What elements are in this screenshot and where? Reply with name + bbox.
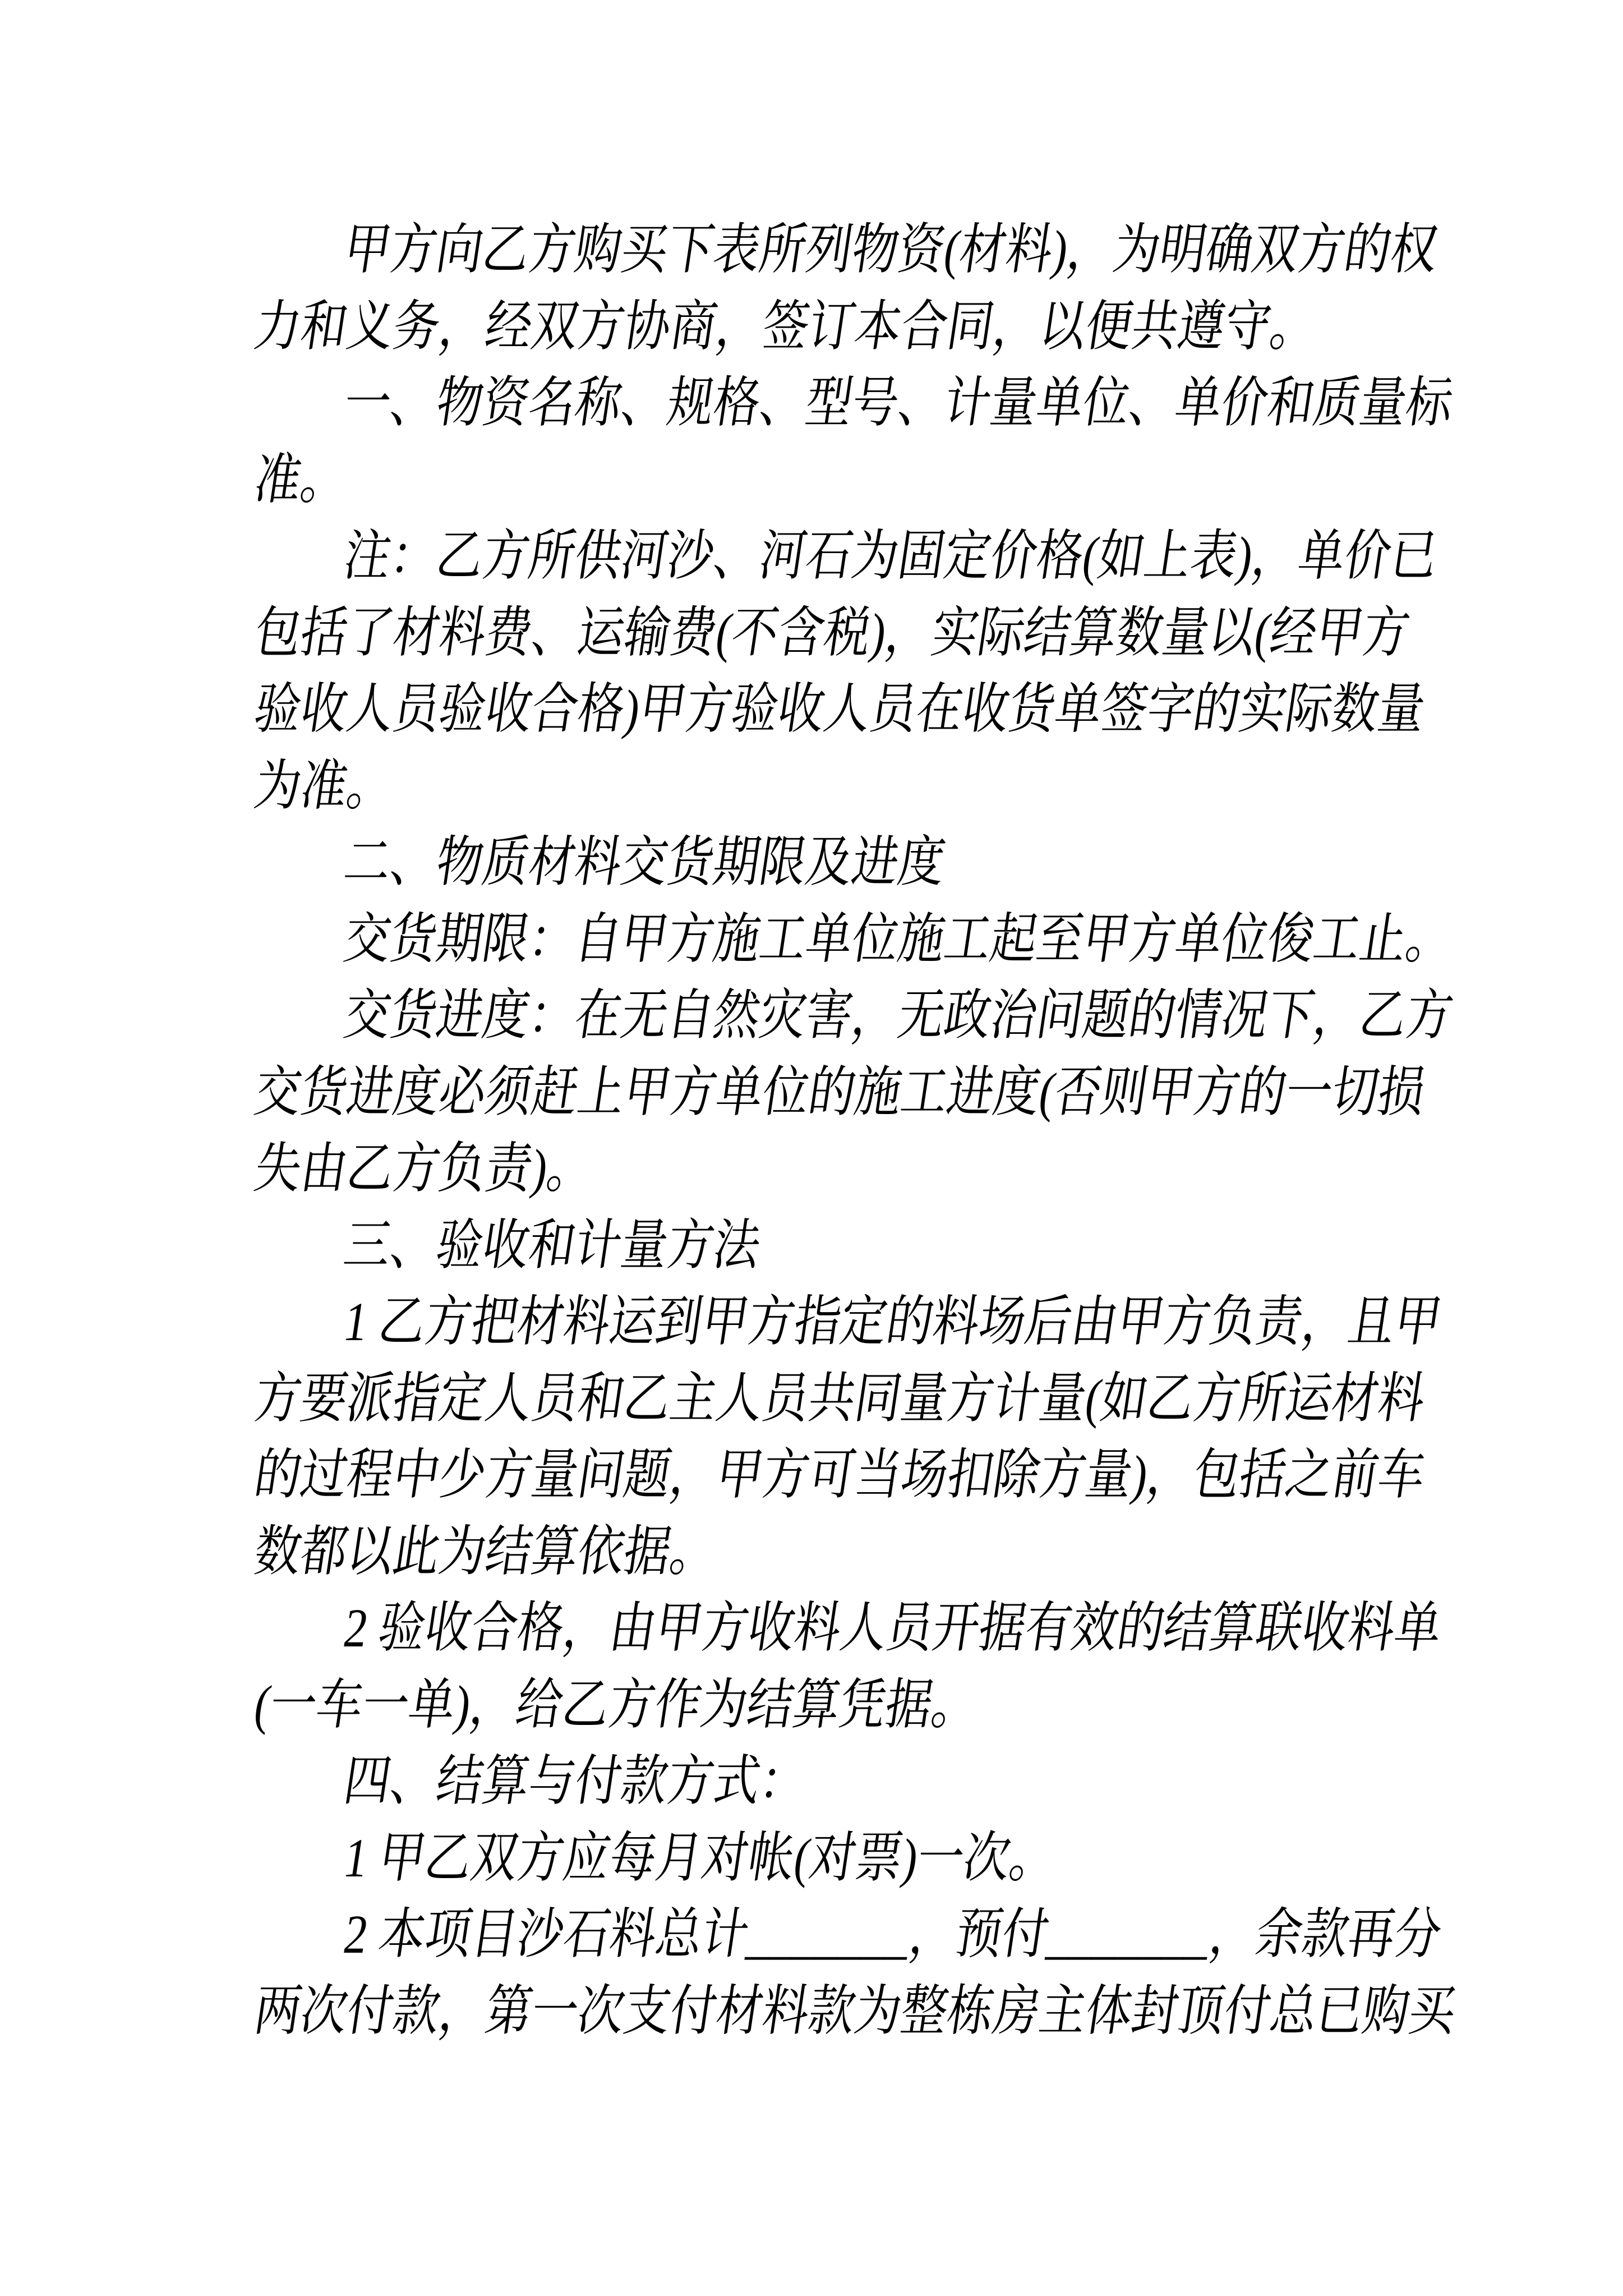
text-line: 数都以此为结算依据。 (250, 1521, 721, 1582)
paragraph-7 (251, 1208, 1501, 1285)
text-line: 二、物质材料交货期限及进度 (340, 832, 949, 893)
text-line: 的过程中少方量问题，甲方可当场扣除方量)，包括之前车 (250, 1445, 1430, 1506)
paragraph-4 (251, 825, 1501, 901)
text-line: 1 甲乙双方应每月对帐(对票)一次。 (340, 1828, 1061, 1889)
paragraph-11 (251, 1820, 1501, 1897)
text-line: 一、物资名称、规格、型号、计量单位、单价和质量标 (340, 373, 1458, 434)
text-line: 验收人员验收合格)甲方验收人员在收货单签字的实际数量 (250, 679, 1430, 740)
text-line: (一车一单)，给乙方作为结算凭据。 (250, 1674, 983, 1736)
text-line: 四、结算与付款方式： (340, 1751, 811, 1812)
text-line: 1 乙方把材料运到甲方指定的料场后由甲方负责，且甲 (340, 1292, 1446, 1352)
paragraph-5 (251, 901, 1501, 978)
paragraph-12 (251, 1897, 1501, 2050)
text-line: 为准。 (250, 756, 398, 817)
text-line: 失由乙方负责)。 (250, 1139, 598, 1199)
text-line: 2 验收合格，由甲方收料人员开据有效的结算联收料单 (340, 1598, 1446, 1659)
paragraph-8 (251, 1284, 1501, 1590)
text-line: 两次付款，第一次支付材料款为整栋房主体封顶付总已购买 (250, 1981, 1460, 2042)
text-line: 甲方向乙方购买下表所列物资(材料)，为明确双方的权 (340, 220, 1442, 280)
text-line: 三、验收和计量方法 (340, 1215, 765, 1276)
text-line: 交货进度：在无自然灾害，无政治问题的情况下，乙方 (340, 986, 1458, 1046)
text-line: 2 本项目沙石料总计_______，预付_______，余款再分 (340, 1904, 1446, 1965)
paragraph-3 (251, 518, 1501, 825)
text-line: 交货进度必须赶上甲方单位的施工进度(否则甲方的一切损 (250, 1062, 1430, 1123)
paragraph-10 (251, 1743, 1501, 1820)
paragraph-6 (251, 978, 1501, 1208)
text-line: 注：乙方所供河沙、河石为固定价格(如上表)，单价已 (340, 526, 1442, 587)
text-line: 交货期限：自甲方施工单位施工起至甲方单位俊工止。 (340, 909, 1458, 970)
text-line: 方要派指定人员和乙主人员共同量方计量(如乙方所运材料 (250, 1368, 1430, 1429)
contract-text-block (251, 212, 1501, 2050)
paragraph-1 (251, 212, 1501, 365)
paragraph-2 (251, 365, 1501, 518)
text-line: 包括了材料费、运输费(不含税)，实际结算数量以(经甲方 (250, 602, 1414, 664)
paragraph-9 (251, 1590, 1501, 1743)
text-line: 准。 (250, 449, 352, 510)
text-line: 力和义务，经双方协商，签订本合同，以便共遵守。 (250, 296, 1322, 357)
